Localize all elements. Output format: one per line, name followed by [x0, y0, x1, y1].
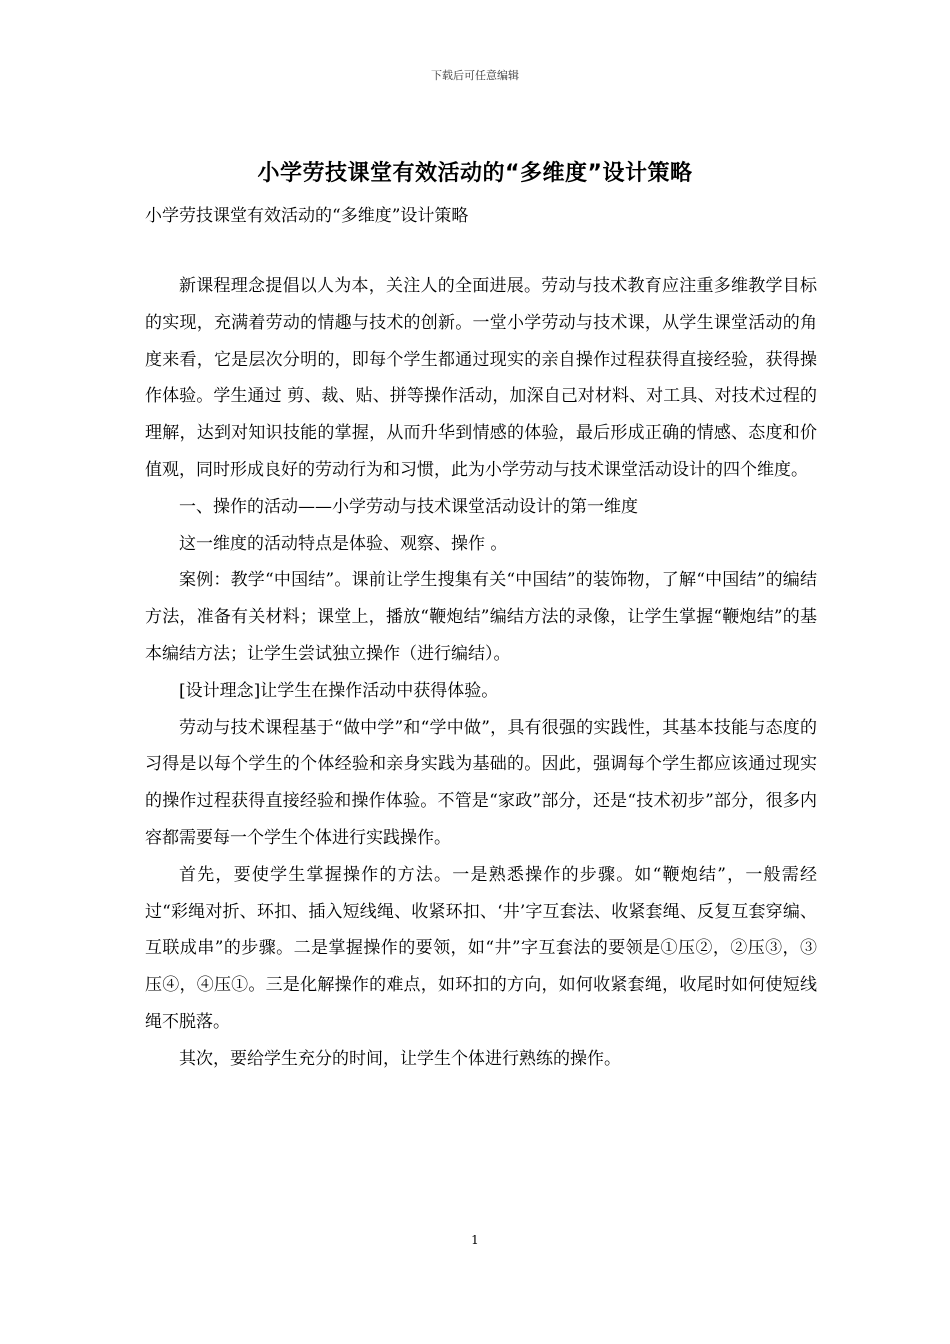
paragraph-intro: 新课程理念提倡以人为本，关注人的全面进展。劳动与技术教育应注重多维教学目标的实现，充满着劳动的情趣与技术的创新。一堂小学劳动与技术课，从学生课堂活动的角度来看，它是层次分明的，即每个学生都通过现实的亲自操作过程获得直接经验，获得操作体验。学生通过 剪、裁、贴、拼等操作活动，加深自己对材料、对工具、对技术过程的理解，达到对知识技能的掌握，从而升华到情感的体验，最后形成正确的情感、态度和价值观，同时形成良好的劳动行为和习惯，此为小学劳动与技术课堂活动设计的四个维度。 — [145, 276, 817, 480]
page-number: 1 — [471, 1233, 479, 1247]
section-heading: 一、操作的活动——小学劳动与技术课堂活动设计的第一维度 — [179, 496, 638, 517]
page-header-note: 下载后可任意编辑 — [431, 69, 519, 82]
paragraph: 这一维度的活动特点是体验、观察、操作 。 — [179, 533, 508, 554]
paragraph-case: 案例：教学“中国结”。课前让学生搜集有关“中国结”的装饰物，了解“中国结”的编结方法，准备有关材料；课堂上，播放“鞭炮结”编结方法的录像，让学生掌握“鞭炮结”的基本编结方法；让学生尝试独立操作（进行编结）。 — [145, 570, 817, 664]
document-subtitle: 小学劳技课堂有效活动的“多维度”设计策略 — [145, 206, 469, 226]
paragraph: 劳动与技术课程基于“做中学”和“学中做”，具有很强的实践性，其基本技能与态度的习得是以每个学生的个体经验和亲身实践为基础的。因此，强调每个学生都应该通过现实的操作过程获得直接经验和操作体验。不管是“家政”部分，还是“技术初步”部分，很多内容都需要每一个学生个体进行实践操作。 — [145, 717, 817, 848]
document-body — [145, 268, 817, 1078]
paragraph: 首先，要使学生掌握操作的方法。一是熟悉操作的步骤。如“鞭炮结”，一般需经过“彩绳对折、环扣、插入短线绳、收紧环扣、‘井’字互套法、收紧套绳、反复互套穿编、互联成串”的步骤。二是掌握操作的要领，如“井”字互套法的要领是①压②，②压③，③压④，④压①。三是化解操作的难点，如环扣的方向，如何收紧套绳，收尾时如何使短线绳不脱落。 — [145, 864, 817, 1032]
paragraph-design-concept: [设计理念]让学生在操作活动中获得体验。 — [179, 680, 499, 701]
paragraph: 其次，要给学生充分的时间，让学生个体进行熟练的操作。 — [179, 1048, 621, 1069]
document-title: 小学劳技课堂有效活动的“多维度”设计策略 — [257, 161, 693, 186]
